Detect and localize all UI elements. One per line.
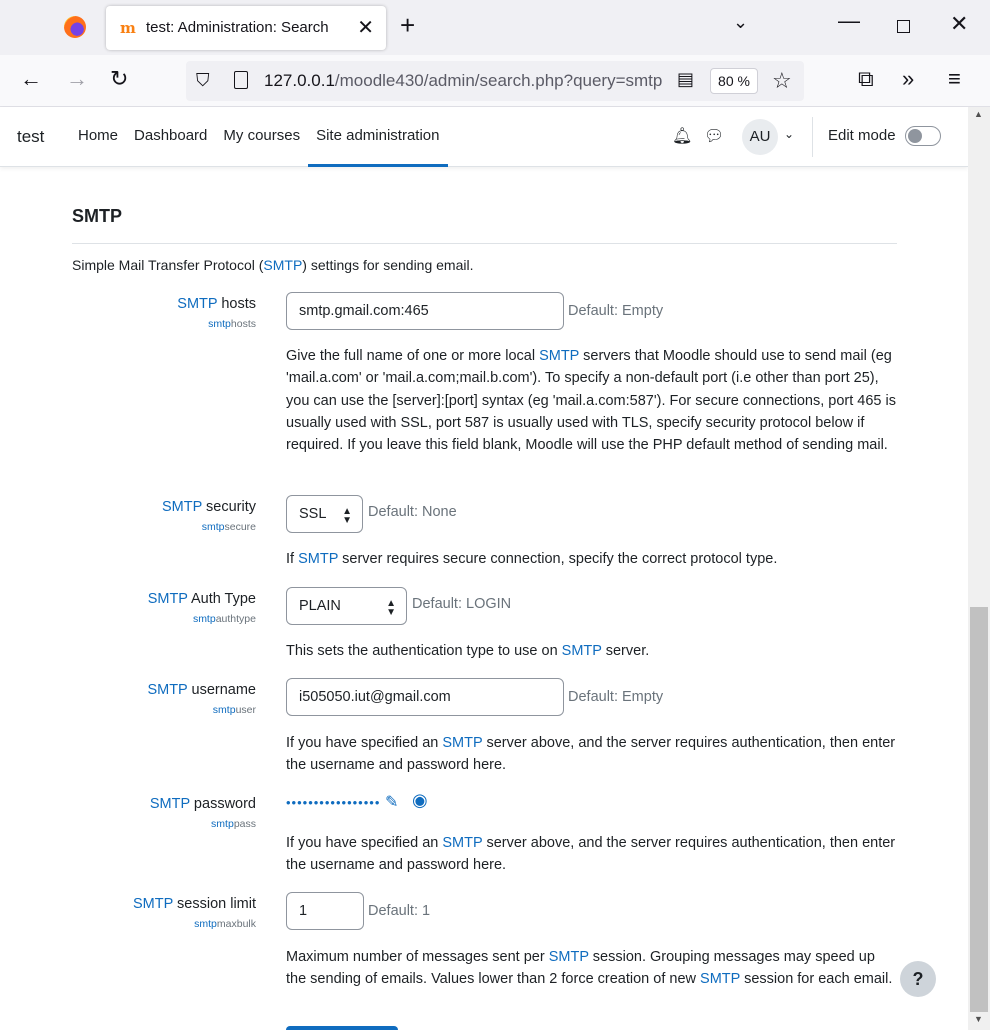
desc-text: Simple Mail Transfer Protocol ( (72, 257, 264, 273)
setting-name-text: authtype (215, 613, 256, 625)
tab-title: test: Administration: Search (146, 19, 329, 36)
eye-icon[interactable]: ◉ (412, 790, 428, 810)
bell-icon[interactable]: 🔔︎ (672, 128, 693, 145)
address-bar[interactable] (186, 61, 804, 101)
smtp-auth-type-setting-name (0, 613, 256, 625)
smtp-link[interactable]: SMTP (561, 643, 602, 659)
setting-name-text: hosts (230, 318, 256, 330)
smtp-link[interactable]: SMTP (263, 257, 303, 273)
scroll-down-icon[interactable]: ▼ (974, 1014, 983, 1024)
smtp-security-default: Default: None (368, 504, 457, 520)
section-description (72, 257, 474, 273)
select-arrows-icon: ▲ ▼ (342, 506, 352, 526)
smtp-username-label (0, 682, 256, 698)
smtp-auth-type-label (0, 591, 256, 607)
setting-name-highlight: smtp (211, 818, 234, 830)
selected-value: SSL (299, 506, 327, 522)
main-content (0, 168, 968, 1030)
smtp-password-masked-value[interactable]: ••••••••••••••••• (286, 795, 381, 810)
setting-name-highlight: smtp (192, 613, 216, 625)
scroll-up-icon[interactable]: ▲ (974, 109, 983, 119)
url-path: /moodle430/admin/search.php?query=smtp (334, 71, 663, 90)
smtp-password-label (0, 796, 256, 812)
smtp-session-limit-description (286, 946, 896, 991)
moodle-favicon-icon: m (120, 19, 136, 37)
header-divider (812, 117, 813, 157)
smtp-auth-type-select[interactable] (286, 587, 407, 625)
label-text: hosts (217, 296, 256, 312)
minimize-window-icon[interactable]: — (838, 8, 860, 33)
label-text: security (202, 499, 256, 515)
smtp-link[interactable]: SMTP (132, 896, 173, 912)
puzzle-icon[interactable]: ⧉ (858, 66, 874, 91)
firefox-logo-icon (64, 16, 86, 38)
setting-name-text: pass (233, 818, 256, 830)
nav-my-courses[interactable]: My courses (223, 127, 301, 144)
close-window-icon[interactable]: ✕ (950, 11, 969, 36)
desc-text: server above, and the server requires authentication, then enter the username and password here. (286, 735, 896, 774)
browser-navigation-bar (0, 55, 990, 107)
smtp-hosts-input[interactable]: smtp.gmail.com:465 (286, 292, 564, 330)
chat-icon[interactable]: 💬︎ (704, 128, 725, 145)
desc-text: Give the full name of one or more local (286, 348, 540, 364)
smtp-username-description (286, 732, 896, 777)
url-text[interactable] (264, 71, 662, 91)
close-tab-icon[interactable]: ✕ (357, 17, 374, 39)
desc-text: ) settings for sending email. (302, 257, 474, 273)
site-brand[interactable]: test (17, 127, 45, 146)
smtp-password-description (286, 832, 896, 877)
setting-name-highlight: smtp (212, 704, 236, 716)
smtp-password-setting-name (0, 818, 256, 830)
chevron-down-icon[interactable]: ⌄ (733, 12, 749, 32)
smtp-hosts-setting-name (0, 318, 256, 330)
chevrons-right-icon[interactable]: » (902, 66, 915, 91)
smtp-link[interactable]: SMTP (298, 551, 339, 567)
desc-text: If you have specified an (286, 835, 443, 851)
setting-name-text: user (235, 704, 256, 716)
smtp-link[interactable]: SMTP (177, 296, 218, 312)
smtp-username-input[interactable]: i505050.iut@gmail.com (286, 678, 564, 716)
page-info-icon[interactable] (234, 71, 248, 89)
shield-icon[interactable]: ⛉ (196, 70, 210, 90)
setting-name-highlight: smtp (201, 521, 225, 533)
site-header (0, 107, 968, 167)
desc-text: If you have specified an (286, 735, 443, 751)
save-changes-button[interactable] (286, 1026, 398, 1030)
hamburger-icon[interactable]: ≡ (948, 66, 961, 91)
desc-text: server requires secure connection, specify the correct protocol type. (338, 551, 778, 567)
smtp-auth-type-default: Default: LOGIN (412, 596, 512, 612)
desc-text: server above, and the server requires authentication, then enter the username and password here. (286, 835, 896, 874)
desc-text: session. Grouping messages may speed up the sending of emails. Values lower than 2 force creation of new (286, 949, 875, 988)
nav-site-administration[interactable]: Site administration (308, 107, 447, 167)
chevron-down-icon[interactable]: ⌄ (784, 127, 795, 141)
smtp-security-label (0, 499, 256, 515)
primary-navigation (70, 107, 448, 167)
smtp-username-default: Default: Empty (568, 689, 664, 705)
setting-name-highlight: smtp (194, 918, 217, 930)
setting-name-highlight: smtp (208, 318, 231, 330)
star-icon[interactable]: ☆ (772, 68, 792, 93)
smtp-hosts-label (0, 296, 256, 312)
edit-mode-toggle[interactable] (905, 126, 941, 146)
smtp-link[interactable]: SMTP (147, 682, 188, 698)
arrow-right-icon[interactable]: → (66, 66, 88, 91)
desc-text: servers that Moodle should use to send mail (eg 'mail.a.com' or 'mail.a.com;mail.b.com'). To specify a non-default port (i.e other than port 25), you can use the [server]:[port] syntax (eg 'mail.a.com:587'). For secure connections, port 465 is usually used with SSL, port 587 is usually used with TLS, specify security protocol below if required. If you leave this field blank, Moodle will use the PHP default method of sending mail. (286, 348, 896, 454)
desc-text: session for each email. (740, 971, 893, 988)
setting-name-text: secure (224, 521, 256, 533)
label-text: session limit (173, 896, 256, 912)
url-host: 127.0.0.1 (264, 71, 335, 90)
nav-home[interactable]: Home (78, 127, 119, 144)
smtp-hosts-description (286, 345, 896, 456)
smtp-link[interactable]: SMTP (548, 949, 589, 965)
selected-value: PLAIN (299, 598, 341, 614)
smtp-security-select[interactable] (286, 495, 363, 533)
label-text: password (189, 796, 256, 812)
help-button[interactable]: ? (900, 961, 936, 997)
section-title: SMTP (72, 206, 123, 226)
select-arrows-icon: ▲ ▼ (386, 598, 396, 618)
smtp-security-setting-name (0, 521, 256, 533)
smtp-auth-type-description (286, 640, 896, 662)
divider (72, 243, 897, 244)
smtp-hosts-default: Default: Empty (568, 303, 664, 319)
smtp-session-limit-default: Default: 1 (368, 903, 431, 919)
desc-text: Maximum number of messages sent per (286, 949, 549, 965)
smtp-link[interactable]: SMTP (539, 348, 580, 364)
avatar[interactable]: AU (742, 119, 778, 155)
edit-mode-label: Edit mode (828, 127, 896, 144)
desc-text: server. (601, 643, 650, 659)
reader-view-icon[interactable]: ▤ (677, 69, 695, 89)
smtp-session-limit-label (0, 896, 256, 912)
zoom-level-button[interactable]: 80 % (710, 68, 758, 94)
new-tab-icon[interactable]: + (400, 10, 416, 40)
desc-text: If (286, 551, 299, 567)
browser-tab-bar (0, 0, 990, 55)
maximize-window-icon[interactable] (897, 20, 910, 33)
label-text: Auth Type (187, 591, 256, 607)
smtp-link[interactable]: SMTP (149, 796, 190, 812)
desc-text: This sets the authentication type to use on (286, 643, 562, 659)
label-text: username (187, 682, 256, 698)
smtp-link[interactable]: SMTP (442, 835, 483, 851)
reload-icon[interactable]: ↻ (110, 66, 129, 91)
browser-tab[interactable] (106, 6, 386, 50)
smtp-security-description (286, 548, 896, 570)
arrow-left-icon[interactable]: ← (20, 66, 42, 91)
smtp-link[interactable]: SMTP (161, 499, 202, 515)
scrollbar-thumb[interactable] (970, 607, 988, 1012)
smtp-session-limit-input[interactable]: 1 (286, 892, 364, 930)
setting-name-text: maxbulk (216, 918, 256, 930)
page-scrollbar[interactable] (968, 107, 990, 1030)
smtp-username-setting-name (0, 704, 256, 716)
nav-dashboard[interactable]: Dashboard (134, 127, 208, 144)
smtp-link[interactable]: SMTP (700, 971, 741, 988)
smtp-link[interactable]: SMTP (442, 735, 483, 751)
smtp-link[interactable]: SMTP (147, 591, 188, 607)
smtp-session-limit-setting-name (0, 918, 256, 930)
pencil-icon[interactable]: ✎ (385, 794, 399, 811)
